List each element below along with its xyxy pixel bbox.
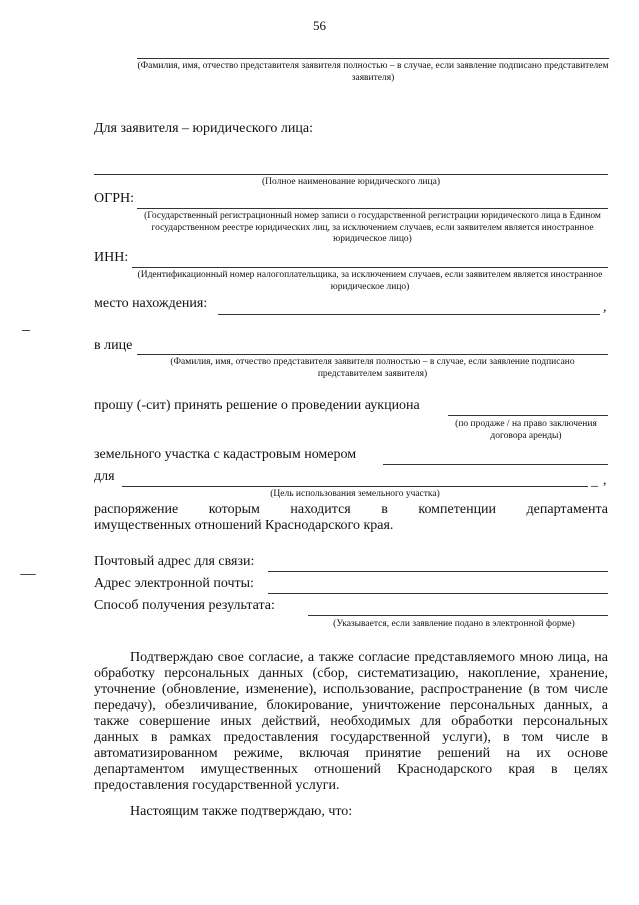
ogrn-label: ОГРН:	[94, 191, 134, 206]
location-comma: ,	[603, 300, 607, 315]
legal-full-name-line	[94, 174, 608, 175]
cadastral-label: земельного участка с кадастровым номером	[94, 447, 357, 462]
location-label: место нахождения:	[94, 296, 208, 311]
result-method-label: Способ получения результата:	[94, 598, 275, 613]
cadastral-number-line	[383, 464, 608, 465]
purpose-dash: _	[591, 474, 598, 489]
ogrn-line	[137, 208, 608, 209]
rep-name-line-1	[137, 58, 609, 59]
consent-paragraph: Подтверждаю свое согласие, а также согласие представляемого мною лица, на обработку персональных данных (сбор, систематизацию, накопление, хранение, уточнение (обновление, изменение), использование, распространение (в том числе передачу), обезличивание, блокирование, уничтожение персональных данных, а также совершение иных действий, необходимых для обработки персональных данных в рамках предоставления государственной услуги), в том числе в автоматизированном режиме, включая принятие решений на их основе департаментом имущественных отношений Краснодарского края в целях предоставления государственной услуги.	[94, 650, 608, 793]
ogrn-caption: (Государственный регистрационный номер записи о государственной регистрации юридического лица в Едином государственном реестре юридических лиц, за исключением случаев, если заявителем является иностранное юридическое лицо)	[144, 211, 601, 244]
inn-caption: (Идентификационный номер налогоплательщика, за исключением случаев, если заявителем является иностранное юридическое лицо)	[137, 270, 603, 292]
page-number: 56	[313, 18, 326, 33]
for-label: для	[94, 469, 115, 484]
rep-name-caption-1: (Фамилия, имя, отчество представителя заявителя полностью – в случае, если заявление подписано представителем заявителя)	[137, 61, 609, 83]
margin-mark-1	[22, 330, 30, 331]
sale-or-lease-line	[448, 415, 608, 416]
inn-label: ИНН:	[94, 250, 129, 265]
sale-or-lease-caption: (по продаже / на право заключения договора аренды)	[455, 419, 597, 441]
land-purpose-caption: (Цель использования земельного участка)	[270, 489, 440, 499]
rep-name-line-2	[137, 354, 608, 355]
email-label: Адрес электронной почты:	[94, 576, 254, 591]
legal-full-name-caption: (Полное наименование юридического лица)	[262, 177, 440, 187]
land-purpose-line	[122, 486, 588, 487]
location-line	[218, 314, 600, 315]
email-line	[268, 593, 608, 594]
legal-entity-heading: Для заявителя – юридического лица:	[94, 121, 313, 136]
disposal-line-1: распоряжение которым находится в компетенции департамента	[94, 502, 608, 517]
request-line: прошу (-сит) принять решение о проведении аукциона	[94, 398, 420, 413]
purpose-comma: ,	[603, 473, 607, 488]
in-person-label: в лице	[94, 338, 133, 353]
confirm-line: Настоящим также подтверждаю, что:	[130, 804, 353, 819]
result-method-line	[308, 615, 608, 616]
postal-address-line	[268, 571, 608, 572]
postal-address-label: Почтовый адрес для связи:	[94, 554, 255, 569]
margin-mark-2	[20, 574, 36, 575]
inn-line	[132, 267, 608, 268]
electronic-note-caption: (Указывается, если заявление подано в электронной форме)	[333, 619, 575, 629]
disposal-line-2: имущественных отношений Краснодарского края.	[94, 518, 394, 533]
rep-name-caption-2: (Фамилия, имя, отчество представителя заявителя полностью – в случае, если заявление подписано представителем заявителя)	[170, 357, 575, 379]
